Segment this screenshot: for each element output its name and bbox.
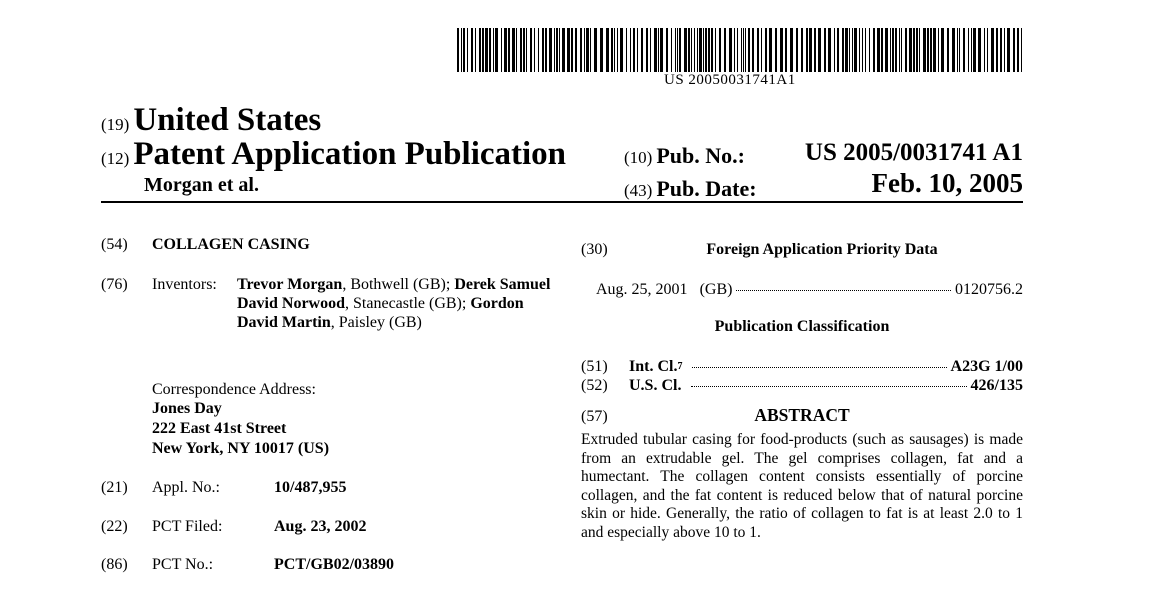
barcode-bar [881,28,883,72]
barcode-bar [614,28,615,72]
barcode-bar [757,28,759,72]
barcode-bar [952,28,955,72]
barcode-bar [584,28,585,72]
barcode-bar [677,28,678,72]
pct-no-label: PCT No.: [152,556,214,573]
pct-filed-label: PCT Filed: [152,518,223,535]
barcode-bar [790,28,793,72]
barcode-bar [545,28,547,72]
barcode-bar [818,28,821,72]
barcode-bar [575,28,577,72]
leader-dots [736,280,951,291]
barcode-bar [571,28,573,72]
barcode-bar [919,28,920,72]
barcode-bar [554,28,555,72]
abstract-title: ABSTRACT [754,405,850,425]
barcode-bar [892,28,894,72]
barcode-bar [679,28,681,72]
barcode-bar [542,28,544,72]
foreign-code: (30) [581,241,608,258]
uscl-row [581,376,1023,396]
barcode-bar [611,28,613,72]
barcode-bar [580,28,582,72]
barcode-bar [996,28,998,72]
barcode-bar [743,28,744,72]
barcode-bar [495,28,498,72]
uscl-label: U.S. Cl. [629,377,682,394]
pubno-label: Pub. No.: [656,143,745,168]
leader-dots [692,357,946,368]
barcode-bar [562,28,565,72]
barcode-bar [493,28,494,72]
inventors-label: Inventors: [152,276,217,293]
barcode-bar [865,28,866,72]
inventor-location: , Bothwell (GB); [342,276,455,293]
barcode-bar [556,28,558,72]
pct-number: PCT/GB02/03890 [274,556,395,573]
barcode-bar [485,28,488,72]
barcode-bar [666,28,668,72]
barcode-bar [978,28,981,72]
barcode-bar [769,28,772,72]
barcode-bar [697,28,698,72]
barcode-bar [801,28,803,72]
barcode-bar [538,28,539,72]
intcl-label: Int. Cl. [629,358,678,375]
barcode-bar [752,28,754,72]
barcode-bar [741,28,742,72]
country: United States [133,102,322,138]
barcode-bar [748,28,750,72]
leader-dots [691,376,966,387]
barcode-bar [824,28,826,72]
barcode-bar [737,28,738,72]
barcode-bar [675,28,676,72]
title-code: (54) [101,236,128,253]
barcode-bar [877,28,880,72]
barcode-bar [617,28,618,72]
inventor-name: Derek Samuel David Norwood [237,276,551,312]
barcode-bar [475,28,476,72]
barcode-bar [933,28,936,72]
barcode-bar [461,28,462,72]
inventor-name: Gordon David Martin [237,295,524,331]
barcode-bar [711,28,713,72]
pct-filed-date: Aug. 23, 2002 [274,518,367,535]
barcode-bar [885,28,888,72]
barcode-bar [862,28,863,72]
barcode-bar [658,28,659,72]
barcode-bar [809,28,812,72]
barcode-bar [699,28,702,72]
barcode-bar [814,28,816,72]
barcode-bar [845,28,848,72]
barcode-bar [523,28,525,72]
pubdate-label: Pub. Date: [656,176,757,201]
correspondence-line: Jones Day [152,400,222,417]
inventor-name: Trevor Morgan [237,276,343,293]
barcode-bar [567,28,570,72]
barcode-bar [719,28,721,72]
barcode-bar [646,28,648,72]
barcode-bar [927,28,929,72]
inventor-location: , Stanecastle (GB); [345,295,471,312]
inventor-location: , Paisley (GB) [330,314,422,331]
barcode-bar [1000,28,1002,72]
pubclass-title: Publication Classification [714,318,890,335]
correspondence-line: 222 East 41st Street [152,420,287,437]
barcode-bar [899,28,900,72]
pubdate-line [624,176,757,202]
barcode-bar [688,28,690,72]
barcode-bar [947,28,949,72]
barcode-bar [959,28,960,72]
barcode [457,28,1023,72]
barcode-bar [512,28,515,72]
barcode-bar [641,28,643,72]
barcode-bar [859,28,860,72]
correspondence-line: New York, NY 10017 (US) [152,440,330,457]
intcl-code: (51) [581,358,608,375]
barcode-bar [600,28,603,72]
barcode-bar [890,28,891,72]
barcode-bar [620,28,623,72]
author: Morgan et al. [144,174,259,196]
barcode-bar [501,28,502,72]
barcode-bar [930,28,932,72]
barcode-bar [775,28,777,72]
pubno-line [624,143,745,169]
foreign-country: (GB) [699,281,733,298]
barcode-bar [834,28,835,72]
barcode-bar [957,28,958,72]
appl-number: 10/487,955 [274,479,347,496]
barcode-bar [905,28,907,72]
barcode-bar [1007,28,1010,72]
barcode-bar [504,28,507,72]
foreign-date: Aug. 25, 2001 [596,281,688,298]
inventors-code: (76) [101,276,128,293]
barcode-bar [796,28,798,72]
barcode-bar [715,28,716,72]
barcode-bar [909,28,912,72]
country-line [101,102,321,139]
barcode-bar [467,28,468,72]
barcode-bar [708,28,710,72]
barcode-bar [489,28,491,72]
barcode-bar [806,28,808,72]
barcode-bar [626,28,627,72]
type-code: (12) [101,149,130,168]
barcode-bar [705,28,707,72]
title: COLLAGEN CASING [152,236,310,253]
type-line [101,136,566,173]
barcode-bar [941,28,944,72]
barcode-bar [973,28,976,72]
barcode-bar [854,28,857,72]
barcode-bar [724,28,726,72]
publication-type: Patent Application Publication [133,136,567,172]
barcode-bar [968,28,969,72]
barcode-bar [729,28,732,72]
barcode-bar [761,28,762,72]
barcode-bar [549,28,552,72]
abstract-code: (57) [581,408,608,425]
barcode-bar [630,28,631,72]
barcode-bar [703,28,704,72]
pub-date: Feb. 10, 2005 [871,168,1023,198]
appl-label: Appl. No.: [152,479,220,496]
barcode-bar [987,28,988,72]
barcode-bar [916,28,918,72]
barcode-bar [660,28,663,72]
barcode-bar [984,28,985,72]
barcode-bar [1021,28,1022,72]
pct-no-code: (86) [101,556,128,573]
barcode-bar [526,28,527,72]
barcode-bar [842,28,844,72]
intcl-superscript: 7 [677,361,683,372]
barcode-bar [828,28,831,72]
barcode-bar [530,28,532,72]
barcode-number: US 20050031741A1 [664,72,796,88]
barcode-bar [482,28,484,72]
foreign-priority-row [596,280,1023,300]
barcode-bar [923,28,926,72]
barcode-bar [606,28,609,72]
barcode-bar [837,28,839,72]
barcode-bar [559,28,560,72]
barcode-bar [479,28,481,72]
pubno-code: (10) [624,148,653,167]
barcode-bar [471,28,473,72]
barcode-bar [654,28,657,72]
barcode-bar [1004,28,1005,72]
barcode-bar [873,28,875,72]
barcode-bar [901,28,902,72]
barcode-bar [785,28,787,72]
barcode-bar [684,28,687,72]
barcode-bar [516,28,517,72]
barcode-bar [694,28,695,72]
barcode-bar [671,28,672,72]
appl-code: (21) [101,479,128,496]
uscl-value: 426/135 [970,377,1023,394]
barcode-bar [849,28,850,72]
barcode-bar [971,28,972,72]
inventors-block [152,275,572,331]
barcode-bar [586,28,589,72]
barcode-bar [991,28,994,72]
barcode-bar [869,28,870,72]
correspondence-label: Correspondence Address: [152,381,316,398]
barcode-bar [913,28,915,72]
abstract-text: Extruded tubular casing for food-products (such as sausages) is made from an extrudable gel. The gel comprises collagen, fat and a humectant. The collagen content consists essentially of porcine collagen, and the fat content is reduced below that of natural porcine skin or hide. Generally, the ratio of collagen to fat is at least 2.0 to 1 and especially above 10 to 1. [581,431,1023,541]
barcode-bar [637,28,638,72]
barcode-bar [590,28,591,72]
barcode-bar [691,28,692,72]
barcode-bar [745,28,746,72]
barcode-bar [650,28,651,72]
uscl-code: (52) [581,377,608,394]
barcode-bar [765,28,767,72]
header-rule [101,201,1023,203]
barcode-bar [895,28,897,72]
barcode-bar [938,28,939,72]
foreign-title: Foreign Application Priority Data [706,241,938,258]
barcode-bar [463,28,465,72]
pub-number: US 2005/0031741 A1 [804,139,1023,166]
barcode-bar [520,28,522,72]
barcode-bar [633,28,635,72]
barcode-bar [780,28,783,72]
barcode-bar [852,28,853,72]
barcode-bar [534,28,535,72]
barcode-bar [1013,28,1015,72]
barcode-bar [594,28,597,72]
pct-filed-code: (22) [101,518,128,535]
barcode-bar [457,28,459,72]
country-code: (19) [101,115,130,134]
barcode-bar [508,28,510,72]
intcl-value: A23G 1/00 [950,358,1023,375]
intcl-row [581,357,1023,377]
barcode-bar [1017,28,1019,72]
foreign-number: 0120756.2 [955,281,1023,298]
pubdate-code: (43) [624,181,653,200]
barcode-bar [963,28,965,72]
barcode-bar [734,28,735,72]
